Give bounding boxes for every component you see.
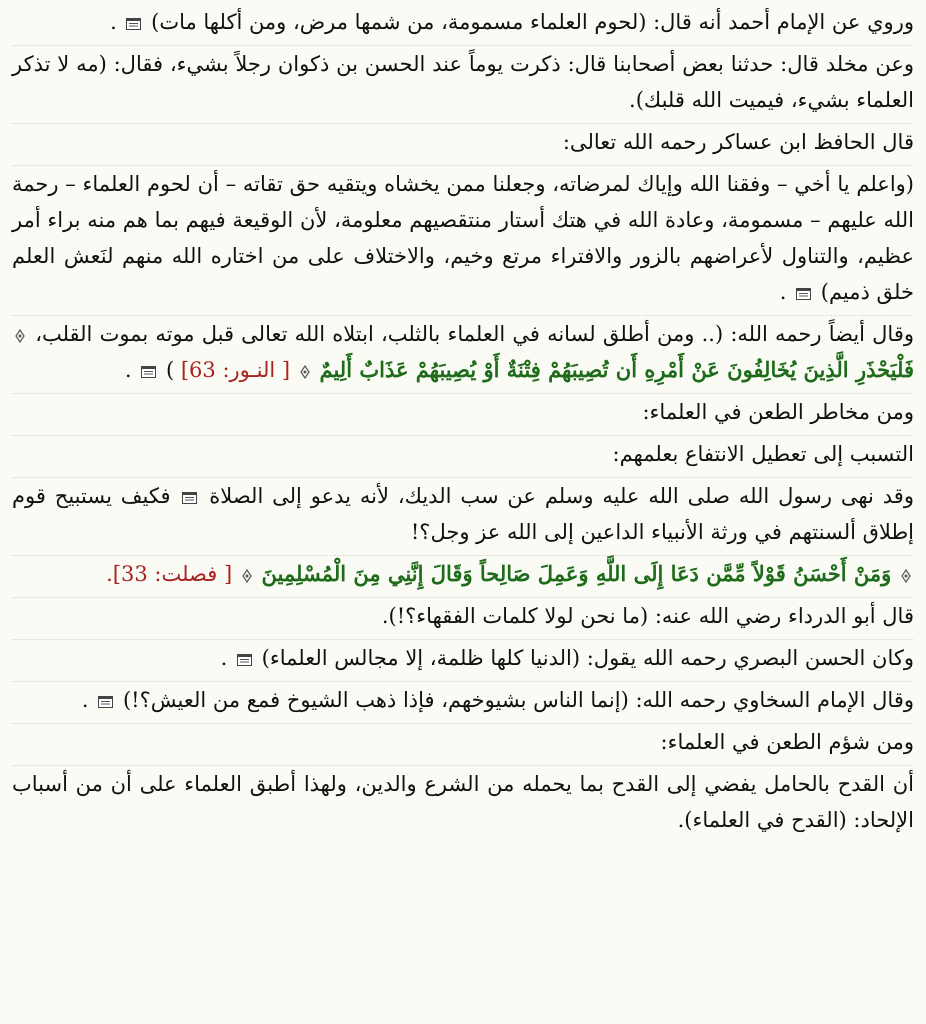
quran-ornament-open-icon	[901, 569, 911, 583]
quran-ornament-open-icon	[15, 329, 25, 343]
quran-ornament-close-icon	[242, 569, 252, 583]
quran-verse: وَمَنْ أَحْسَنُ قَوْلاً مِّمَّن دَعَا إِلَى اللَّهِ وَعَمِلَ صَالِحاً وَقَالَ إِنَّنِي مِنَ الْمُسْلِمِينَ	[261, 561, 892, 586]
paragraph-text: .	[81, 688, 89, 712]
verse-reference: [ فصلت: 33].	[106, 562, 233, 586]
paragraph	[12, 598, 914, 640]
paragraph-text: وقال أيضاً رحمه الله: (.. ومن أطلق لسانه في العلماء بالثلب، ابتلاه الله تعالى قبل موته بموت القلب،	[35, 322, 915, 346]
paragraph	[12, 724, 914, 766]
paragraph	[12, 166, 914, 316]
footnote-icon[interactable]	[126, 18, 141, 30]
paragraph-text: ومن شؤم الطعن في العلماء:	[660, 730, 914, 754]
paragraph-text: فكيف يستبيح قوم إطلاق ألسنتهم في ورثة الأنبياء الداعين إلى الله عز وجل؟!	[12, 484, 914, 544]
paragraph	[12, 436, 914, 478]
paragraph-text: .	[220, 646, 228, 670]
footnote-icon[interactable]	[796, 288, 811, 300]
paragraph	[12, 316, 914, 394]
paragraph-text: وقد نهى رسول الله صلى الله عليه وسلم عن سب الديك، لأنه يدعو إلى الصلاة	[209, 484, 914, 508]
paragraph-text: قال أبو الدرداء رضي الله عنه: (ما نحن لولا كلمات الفقهاء؟!).	[381, 604, 914, 628]
paragraph-text: .	[110, 10, 117, 34]
footnote-icon[interactable]	[237, 654, 252, 666]
paragraph-text: (واعلم يا أخي – وفقنا الله وإياك لمرضاته، وجعلنا ممن يخشاه ويتقيه حق تقاته – أن لحوم العلماء – رحمة الله عليهم – مسمومة، وعادة الله في هتك أستار منتقصيهم معلومة، لأن الوقيعة فيهم بما هم منه براء أمر عظيم، والتناول لأعراضهم بالزور والافتراء مرتع وخيم، والاختلاف على من اختاره الله منهم لنَعش العلم خلق ذميم)	[12, 172, 914, 304]
paragraph-text: .	[124, 358, 132, 382]
paragraph-text: أن القدح بالحامل يفضي إلى القدح بما يحمله من الشرع والدين، ولهذا أطبق العلماء على أن من أسباب الإلحاد: (القدح في العلماء).	[12, 772, 914, 832]
footnote-icon[interactable]	[182, 492, 197, 504]
paragraph-text: )	[165, 358, 175, 382]
footnote-icon[interactable]	[98, 696, 113, 708]
paragraph	[12, 766, 914, 843]
paragraph	[12, 4, 914, 46]
paragraph-text: التسبب إلى تعطيل الانتفاع بعلمهم:	[612, 442, 914, 466]
paragraph-text: قال الحافظ ابن عساكر رحمه الله تعالى:	[562, 130, 914, 154]
quran-verse: فَلْيَحْذَرِ الَّذِينَ يُخَالِفُونَ عَنْ أَمْرِهِ أَن تُصِيبَهُمْ فِتْنَةٌ أَوْ يُصِيبَهُمْ عَذَابٌ أَلِيمٌ	[319, 357, 914, 382]
paragraph	[12, 640, 914, 682]
paragraph	[12, 478, 914, 556]
quran-ornament-close-icon	[300, 365, 310, 379]
paragraph	[12, 556, 914, 598]
paragraph	[12, 394, 914, 436]
footnote-icon[interactable]	[141, 366, 156, 378]
verse-reference: [ النـور: 63]	[180, 358, 291, 382]
paragraph	[12, 124, 914, 166]
paragraph	[12, 46, 914, 124]
paragraph-text: وكان الحسن البصري رحمه الله يقول: (الدنيا كلها ظلمة، إلا مجالس العلماء)	[261, 646, 914, 670]
paragraph-text: وروي عن الإمام أحمد أنه قال: (لحوم العلماء مسمومة، من شمها مرض، ومن أكلها مات)	[151, 10, 914, 34]
paragraph-text: وقال الإمام السخاوي رحمه الله: (إنما الناس بشيوخهم، فإذا ذهب الشيوخ فمع من العيش؟!)	[122, 688, 914, 712]
paragraph-text: .	[779, 280, 787, 304]
paragraph	[12, 682, 914, 724]
paragraph-text: وعن مخلد قال: حدثنا بعض أصحابنا قال: ذكرت يوماً عند الحسن بن ذكوان رجلاً بشيء، فقال: (مه لا تذكر العلماء بشيء، فيميت الله قلبك).	[12, 52, 914, 112]
paragraph-text: ومن مخاطر الطعن في العلماء:	[642, 400, 914, 424]
